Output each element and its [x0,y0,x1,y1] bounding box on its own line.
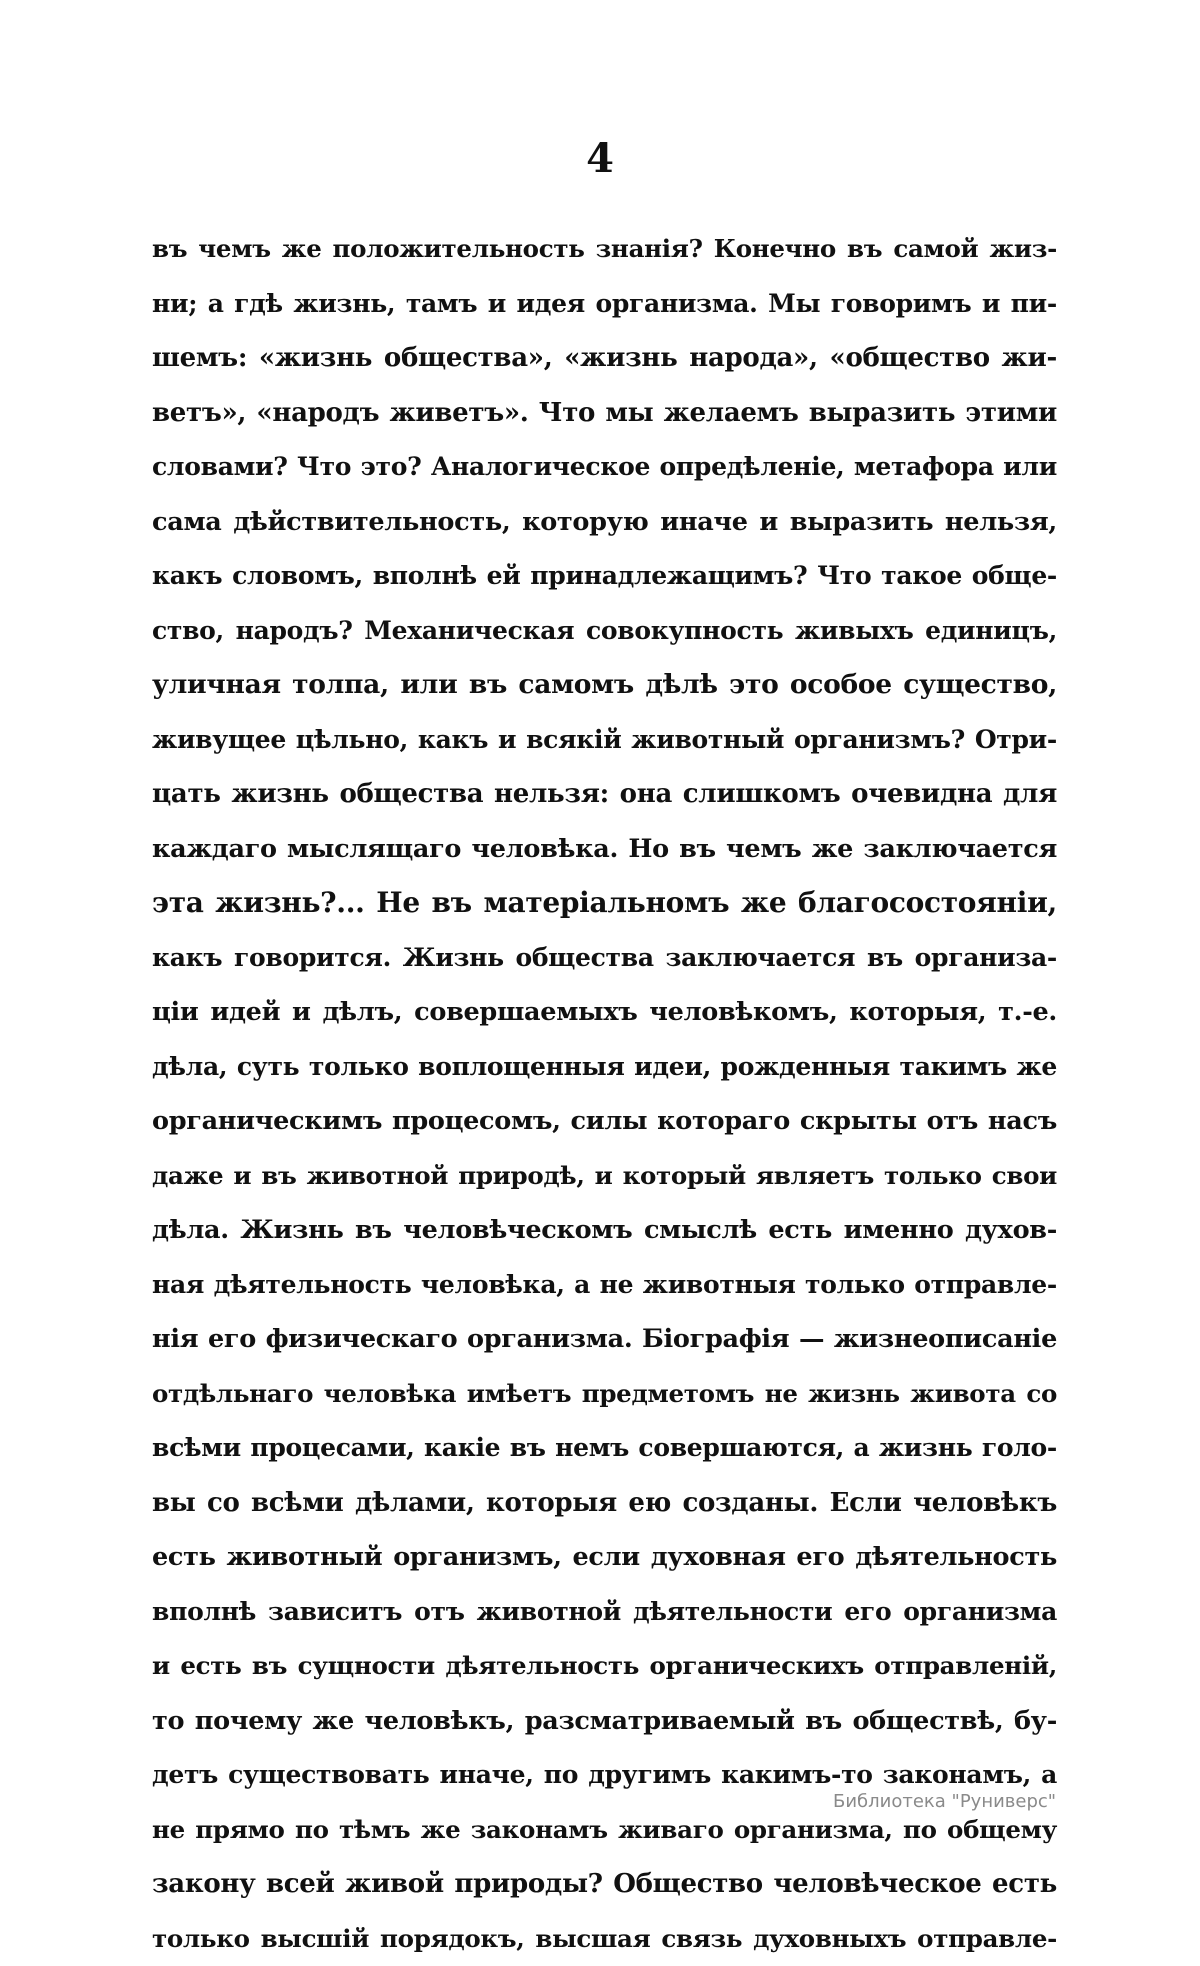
text-line: нія его физическаго организма. Біографія — жизнеописаніе [152,1312,1057,1367]
text-line: дѣла. Жизнь въ человѣческомъ смыслѣ есть именно духов- [152,1203,1057,1258]
text-line: ни; а гдѣ жизнь, тамъ и идея организма. Мы говоримъ и пи- [152,277,1057,332]
text-line: закону всей живой природы? Общество человѣческое есть [152,1857,1057,1912]
text-line: не прямо по тѣмъ же законамъ живаго организма, по общему [152,1803,1057,1858]
text-line: всѣми процесами, какіе въ немъ совершаются, а жизнь голо- [152,1421,1057,1476]
text-line: даже и въ животной природѣ, и который являетъ только свои [152,1149,1057,1204]
text-line: цать жизнь общества нельзя: она слишкомъ очевидна для [152,767,1057,822]
text-line: отдѣльнаго человѣка имѣетъ предметомъ не жизнь живота со [152,1367,1057,1422]
text-line: какъ говорится. Жизнь общества заключается въ организа- [152,931,1057,986]
text-line: ство, народъ? Механическая совокупность живыхъ единицъ, [152,604,1057,659]
text-line: органическимъ процесомъ, силы котораго скрыты отъ насъ [152,1094,1057,1149]
text-line: сама дѣйствительность, которую иначе и выразить нельзя, [152,495,1057,550]
text-line: уличная толпа, или въ самомъ дѣлѣ это особое существо, [152,658,1057,713]
text-line: въ чемъ же положительность знанія? Конечно въ самой жиз- [152,222,1057,277]
text-line: словами? Что это? Аналогическое опредѣленіе, метафора или [152,440,1057,495]
library-watermark: Библиотека "Руниверс" [833,1791,1056,1812]
text-line: какъ словомъ, вполнѣ ей принадлежащимъ? Что такое обще- [152,549,1057,604]
text-line: эта жизнь?... Не въ матеріальномъ же благосостояніи, [152,876,1057,931]
text-line: живущее цѣльно, какъ и всякій животный организмъ? Отри- [152,713,1057,768]
text-line: дѣла, суть только воплощенныя идеи, рожденныя такимъ же [152,1040,1057,1095]
text-line: только высшій порядокъ, высшая связь духовныхъ отправле- [152,1912,1057,1966]
page-number: 4 [0,135,1200,182]
text-line: шемъ: «жизнь общества», «жизнь народа», «общество жи- [152,331,1057,386]
text-line: вполнѣ зависитъ отъ животной дѣятельности его организма [152,1585,1057,1640]
text-line: детъ существовать иначе, по другимъ какимъ-то законамъ, а [152,1748,1057,1803]
text-line: каждаго мыслящаго человѣка. Но въ чемъ же заключается [152,822,1057,877]
text-line: вы со всѣми дѣлами, которыя ею созданы. Если человѣкъ [152,1476,1057,1531]
text-line: ная дѣятельность человѣка, а не животныя только отправле- [152,1258,1057,1313]
text-line: ветъ», «народъ живетъ». Что мы желаемъ выразить этими [152,386,1057,441]
text-line: ціи идей и дѣлъ, совершаемыхъ человѣкомъ, которыя, т.-е. [152,985,1057,1040]
text-line: есть животный организмъ, если духовная его дѣятельность [152,1530,1057,1585]
body-text [152,222,1057,1966]
text-line: то почему же человѣкъ, разсматриваемый въ обществѣ, бу- [152,1694,1057,1749]
text-line: и есть въ сущности дѣятельность органическихъ отправленій, [152,1639,1057,1694]
